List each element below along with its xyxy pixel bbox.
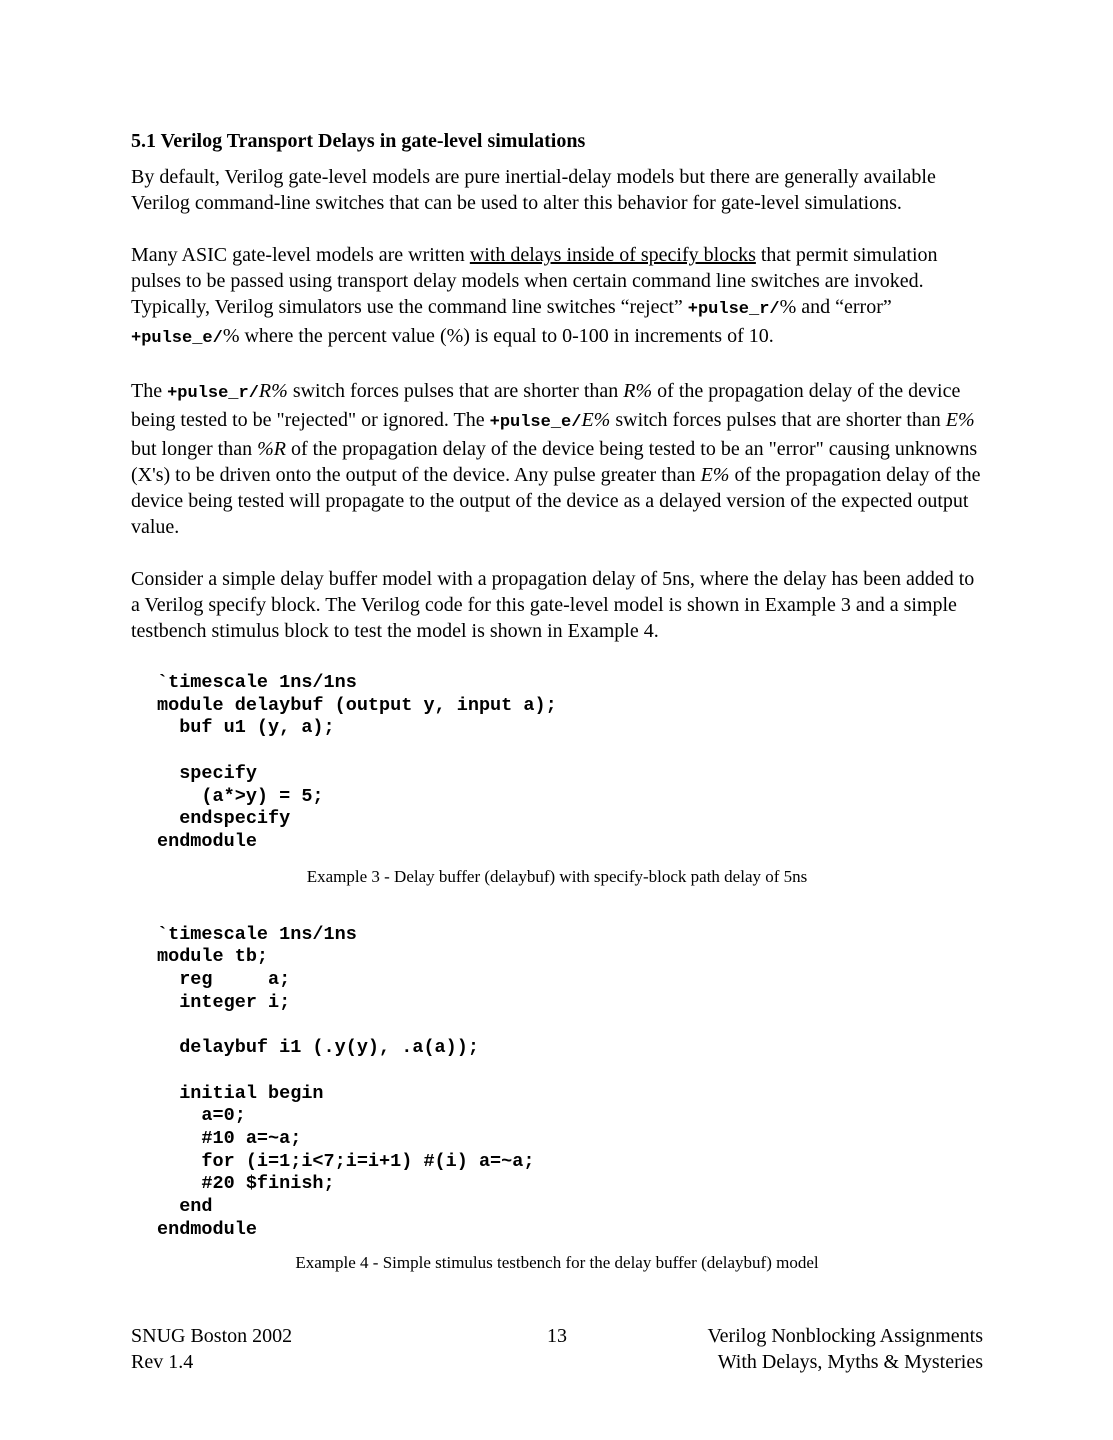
underlined-phrase: with delays inside of specify blocks [469,244,756,266]
italic-term: R% [623,380,653,402]
footer-paper-title-1: Verilog Nonblocking Assignments [707,1325,983,1347]
footer-conference: SNUG Boston 2002 [131,1325,293,1347]
example4-caption: Example 4 - Simple stimulus testbench for the delay buffer (delaybuf) model [295,1253,819,1273]
footer-revision: Rev 1.4 [131,1351,194,1373]
example4-code: `timescale 1ns/1ns module tb; reg a; integer i; delaybuf i1 (.y(y), .a(a)); initial begin a=0; #10 a=~a; for (i=1;i<7;i=i+1) #(i) a=~a; #20 $finish; end endmodule [157,923,535,1240]
section-heading: 5.1 Verilog Transport Delays in gate-level simulations [131,130,586,152]
text: % and “error” [779,296,892,318]
text: % where the percent value (%) is equal to 0-100 in increments of 10. [222,325,774,347]
footer-paper-title-2: With Delays, Myths & Mysteries [717,1351,983,1373]
paragraph-default-inertial: By default, Verilog gate-level models are pure inertial-delay models but there are generally available Verilog command-line switches that can be used to alter this behavior for gate-level simulations. [131,166,936,214]
italic-term: E% [581,409,611,431]
text: of the propagation delay of the device being tested to be "rejected" or ignored. The [131,380,961,431]
footer-right [707,1323,983,1375]
inline-code: +pulse_r/ [687,300,780,319]
page-body [131,128,983,1274]
text: switch forces pulses that are shorter than [610,409,946,431]
page-number: 13 [547,1325,567,1347]
text: The [131,380,168,402]
italic-term: %R [257,438,286,460]
example3-caption: Example 3 - Delay buffer (delaybuf) with specify-block path delay of 5ns [306,866,808,886]
italic-term: R% [258,380,288,402]
italic-term: E% [945,409,975,431]
text: but longer than [131,438,258,460]
inline-code: +pulse_r/ [167,384,259,403]
paragraph-specify-blocks [131,242,983,352]
paragraph-delay-buffer-intro: Consider a simple delay buffer model with a propagation delay of 5ns, where the delay has been added to a Verilog specify block. The Verilog code for this gate-level model is shown in Example 3 and a simple testbench stimulus block to test the model is shown in Example 4. [131,568,975,642]
text: switch forces pulses that are shorter than [287,380,624,402]
text: Many ASIC gate-level models are written [131,244,470,266]
example3-code: `timescale 1ns/1ns module delaybuf (output y, input a); buf u1 (y, a); specify (a*>y) = 5; endspecify endmodule [157,672,557,852]
inline-code: +pulse_e/ [131,329,223,348]
text: that permit simulation pulses to be passed using transport delay models when certain command line switches are invoked. Typically, Verilog simulators use the command line switches “reject” [131,244,938,318]
paragraph-pulse-switches [131,378,983,540]
text: of the propagation delay of the device being tested will propagate to the output of the device as a delayed version of the expected output value. [131,464,981,538]
italic-term: E% [700,464,730,486]
text: of the propagation delay of the device being tested to be an "error" causing unknowns (X's) to be driven onto the output of the device. Any pulse greater than [131,438,978,486]
inline-code: +pulse_e/ [489,413,582,432]
